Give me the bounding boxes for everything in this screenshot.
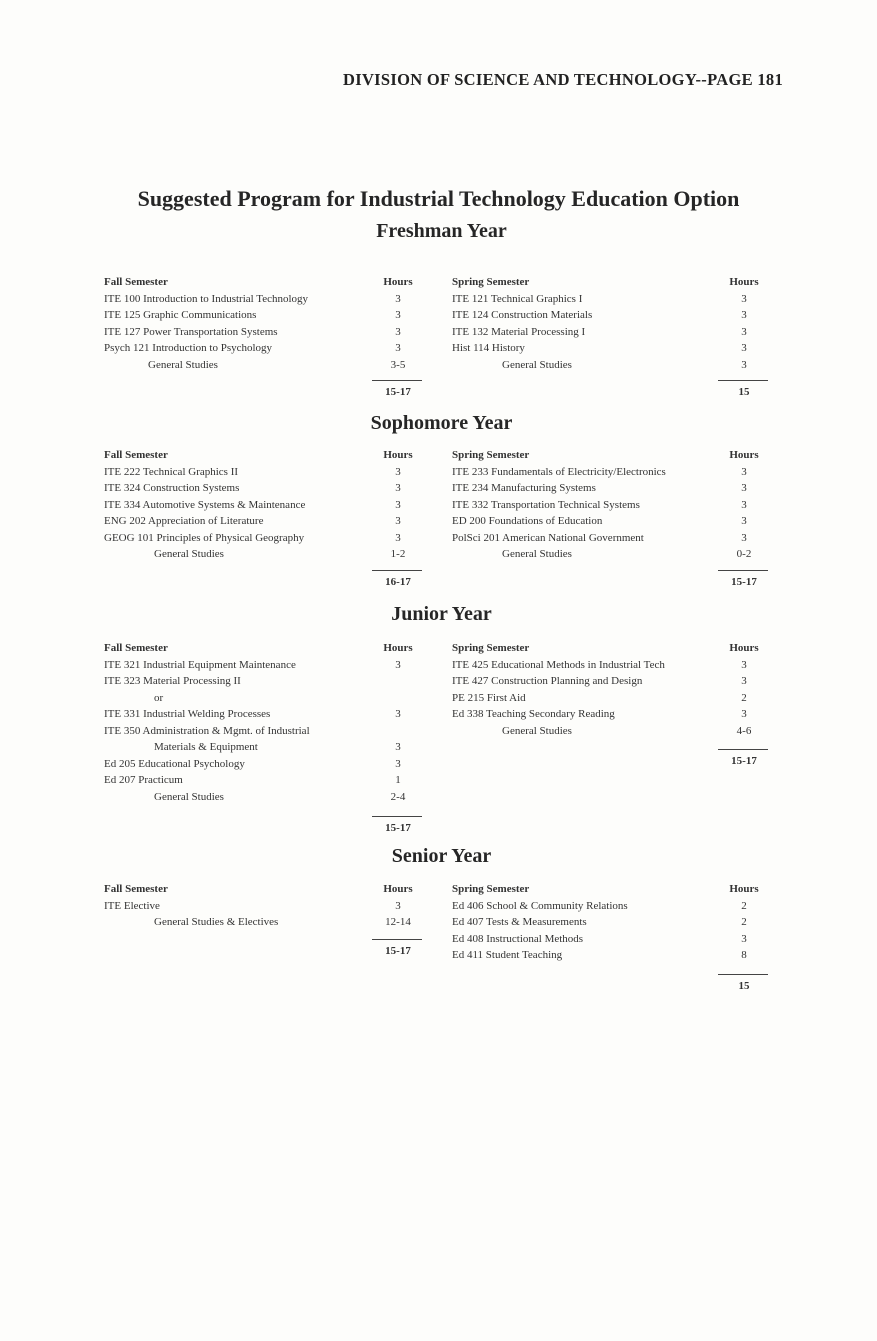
- year-title-sophomore: Sophomore Year: [370, 412, 513, 434]
- course-row: Ed 338 Teaching Secondary Reading 3: [452, 708, 747, 720]
- fall-header: Fall Semester Hours: [104, 276, 413, 288]
- course-row: ITE 332 Transportation Technical Systems 3: [452, 498, 747, 511]
- course-row: General Studies 3: [502, 358, 747, 371]
- fall-header: Fall Semester Hours: [104, 449, 413, 461]
- year-title-junior: Junior Year: [391, 603, 492, 625]
- semester-total: 15-17: [385, 822, 411, 834]
- course-row: ITE 124 Construction Materials 3: [452, 309, 747, 321]
- course-row: General Studies 0-2: [502, 548, 752, 560]
- course-row: Materials & Equipment 3: [154, 741, 401, 753]
- course-row: ITE 350 Administration & Mgmt. of Industrial: [104, 724, 310, 737]
- course-row: ITE 334 Automotive Systems & Maintenance 3: [104, 498, 401, 511]
- senior-spring-column: [452, 881, 768, 993]
- course-row: ITE 127 Power Transportation Systems 3: [104, 325, 401, 338]
- spring-header: Spring Semester Hours: [452, 642, 759, 654]
- course-row: ITE 234 Manufacturing Systems 3: [452, 482, 747, 494]
- course-row: PE 215 First Aid 2: [452, 691, 747, 704]
- junior-fall-column: [104, 640, 417, 835]
- semester-total: 15-17: [731, 575, 757, 588]
- spring-header: Spring Semester Hours: [452, 883, 759, 895]
- course-row: Ed 407 Tests & Measurements 2: [452, 916, 747, 928]
- course-row: General Studies 1-2: [154, 548, 406, 560]
- course-row: Ed 408 Instructional Methods 3: [452, 932, 747, 945]
- freshman-fall-column: [104, 274, 417, 399]
- course-row: ITE 125 Graphic Communications 3: [104, 309, 401, 321]
- course-row: or: [154, 691, 164, 704]
- course-row: General Studies 4-6: [502, 724, 752, 737]
- junior-spring-column: [452, 640, 768, 768]
- fall-header: Fall Semester Hours: [104, 883, 413, 895]
- course-row: PolSci 201 American National Government 3: [452, 531, 747, 544]
- course-row: GEOG 101 Principles of Physical Geography 3: [104, 531, 401, 544]
- page-title: Suggested Program for Industrial Technology Education Option: [137, 186, 740, 211]
- course-row: ITE 132 Material Processing I 3: [452, 325, 747, 338]
- semester-total: 15-17: [385, 944, 411, 957]
- course-row: General Studies 3-5: [148, 358, 406, 371]
- course-row: Hist 114 History 3: [452, 342, 747, 354]
- running-head: DIVISION OF SCIENCE AND TECHNOLOGY--PAGE 181: [343, 70, 783, 89]
- course-row: Ed 207 Practicum 1: [104, 774, 401, 786]
- course-row: ENG 202 Appreciation of Literature 3: [104, 515, 401, 527]
- course-row: ITE 222 Technical Graphics II 3: [104, 465, 401, 478]
- course-row: General Studies & Electives 12-14: [154, 916, 411, 928]
- course-row: ITE 323 Material Processing II: [104, 675, 241, 687]
- semester-total: 15-17: [731, 755, 757, 767]
- semester-total: 15: [738, 386, 750, 398]
- course-row: ITE 425 Educational Methods in Industrial Tech 3: [452, 658, 747, 671]
- course-row: Psych 121 Introduction to Psychology 3: [104, 342, 401, 354]
- course-row: ITE 121 Technical Graphics I 3: [452, 292, 747, 305]
- course-row: General Studies 2-4: [154, 790, 406, 803]
- course-row: ITE 427 Construction Planning and Design 3: [452, 675, 747, 687]
- sophomore-spring-column: [452, 447, 768, 589]
- semester-total: 15: [738, 979, 750, 992]
- course-row: ITE 233 Fundamentals of Electricity/Electronics 3: [452, 465, 747, 478]
- course-row: ITE 100 Introduction to Industrial Technology 3: [104, 292, 401, 305]
- course-row: Ed 411 Student Teaching 8: [452, 949, 747, 961]
- course-row: Ed 406 School & Community Relations 2: [452, 899, 747, 912]
- course-row: ED 200 Foundations of Education 3: [452, 515, 747, 527]
- year-title-senior: Senior Year: [391, 845, 492, 867]
- semester-total: 15-17: [385, 386, 411, 398]
- course-row: ITE Elective 3: [104, 899, 401, 912]
- spring-header: Spring Semester Hours: [452, 276, 759, 288]
- course-row: ITE 324 Construction Systems 3: [104, 482, 401, 494]
- course-row: ITE 331 Industrial Welding Processes 3: [104, 708, 401, 720]
- senior-fall-column: [104, 881, 417, 958]
- year-title-freshman: Freshman Year: [376, 220, 507, 242]
- semester-total: 16-17: [385, 575, 411, 588]
- spring-header: Spring Semester Hours: [452, 449, 759, 461]
- freshman-spring-column: [452, 274, 768, 399]
- sophomore-fall-column: [104, 447, 417, 589]
- course-row: Ed 205 Educational Psychology 3: [104, 757, 401, 770]
- fall-header: Fall Semester Hours: [104, 642, 413, 654]
- course-row: ITE 321 Industrial Equipment Maintenance 3: [104, 658, 401, 671]
